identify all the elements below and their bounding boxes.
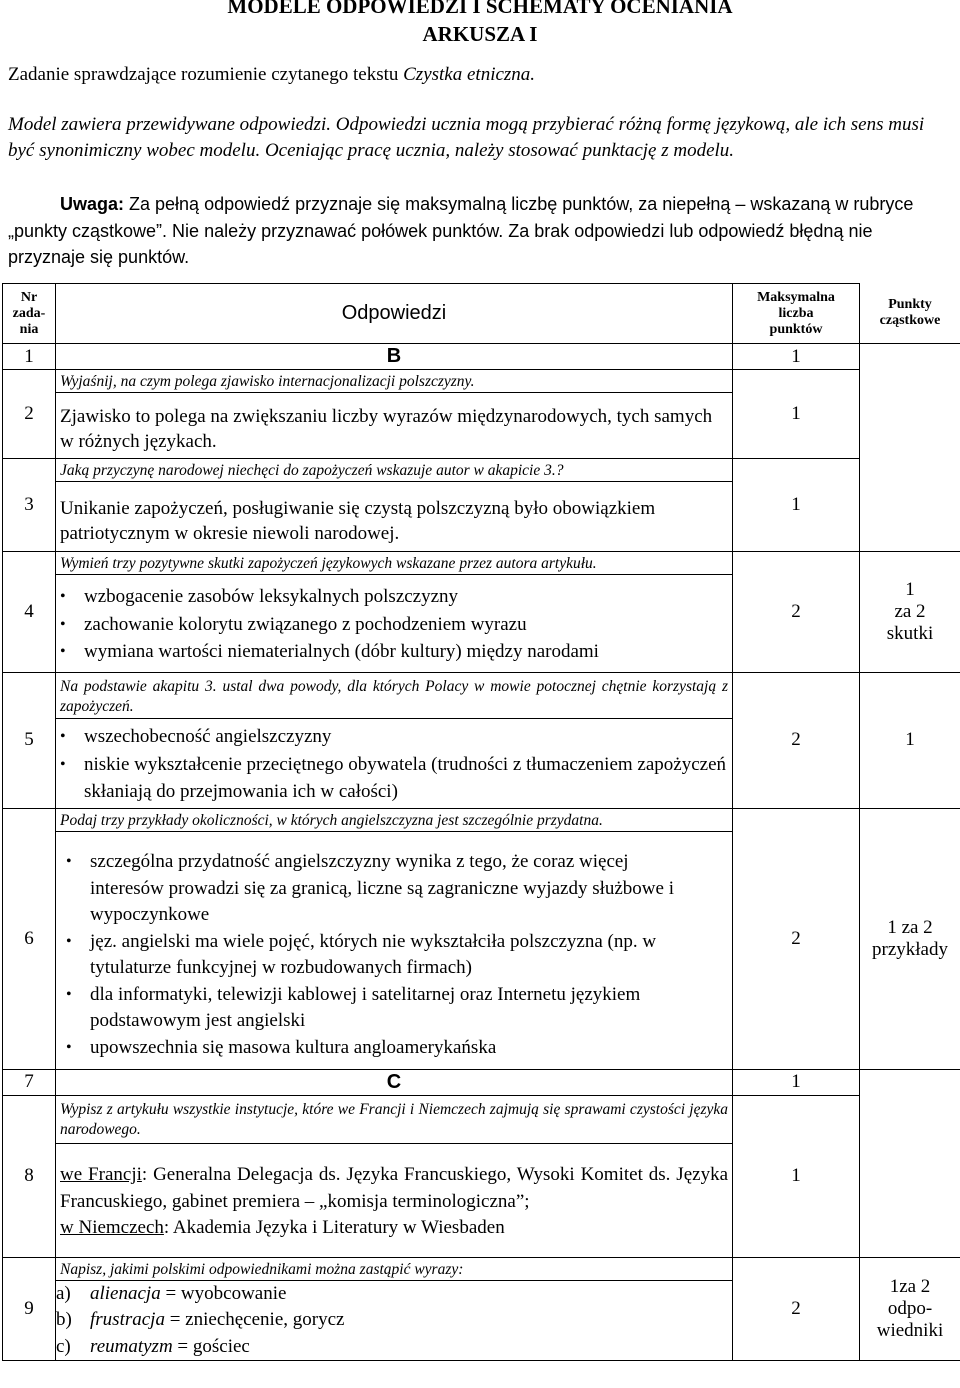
list-item: • jęz. angielski ma wiele pojęć, których nie wykształciła polszczyzna (np. w tytulaturze funkcyjnej w rozbudowanych firmach): [90, 929, 698, 982]
germany-text: : Akademia Języka i Literatury w Wiesbaden: [163, 1217, 505, 1239]
table-row: [3, 673, 960, 719]
partial-points: 1: [860, 673, 960, 809]
max-points: 2: [733, 1257, 860, 1361]
max-points: 2: [733, 808, 860, 1069]
scoring-note: [8, 191, 953, 271]
answer-list: [56, 831, 733, 1069]
list-item: • niskie wykształcenie przeciętnego obywatela (trudności z tłumaczeniem zapożyczeń skłaniają do przejmowania ich w całości): [84, 751, 726, 806]
question-text: Podaj trzy przykłady okoliczności, w których angielszczyzna jest szczególnie przydatna.: [56, 808, 733, 831]
list-item: • dla informatyki, telewizji kablowej i satelitarnej oraz Internetu językiem podstawowym jest angielski: [90, 982, 698, 1035]
question-text: Na podstawie akapitu 3. ustal dwa powody, dla których Polacy w mowie potocznej chętnie korzystają z zapożyczeń.: [56, 673, 733, 719]
max-points: 1: [733, 1069, 860, 1095]
answer-letter: C: [56, 1069, 733, 1095]
list-item: • wszechobecność angielszczyzny: [84, 723, 726, 751]
answer-text: Unikanie zapożyczeń, posługiwanie się czystą polszczyzną było obowiązkiem patriotycznym w okresie niewoli narodowej.: [56, 482, 733, 552]
table-row: [3, 344, 960, 370]
france-text: : Generalna Delegacja ds. Języka Francuskiego, Wysoki Komitet ds. Języka Francuskiego, gabinet premiera – „komisja terminologiczna”;: [60, 1164, 728, 1212]
task-description: [8, 62, 953, 88]
row-number: 1: [3, 344, 56, 370]
model-description: Model zawiera przewidywane odpowiedzi. Odpowiedzi ucznia mogą przybierać różną formę językową, ale ich sens musi być synonimiczny wobec modelu. Oceniając pracę ucznia, należy stosować punktację z modelu.: [8, 114, 925, 161]
answer-list: [56, 575, 733, 673]
list-item: c) reumatyzm = gościec: [56, 1335, 250, 1357]
row-number: 3: [3, 459, 56, 552]
document-title: MODELE ODPOWIEDZI I SCHEMATY OCENIANIA: [227, 0, 733, 18]
question-text: Wypisz z artykułu wszystkie instytucje, które we Francji i Niemczech zajmują się sprawami czystości języka narodowego.: [56, 1095, 733, 1143]
germany-label: w Niemczech: [60, 1217, 164, 1239]
table-row: [3, 808, 960, 831]
header-nr: Nr zada- nia: [3, 284, 56, 344]
table-row: [3, 459, 960, 482]
row-number: 9: [3, 1257, 56, 1361]
table-header-row: [3, 284, 960, 344]
list-item: • upowszechnia się masowa kultura angloamerykańska: [90, 1035, 698, 1062]
max-points: 2: [733, 673, 860, 809]
list-item: • wymiana wartości niematerialnych (dóbr kultury) między narodami: [84, 638, 732, 666]
header-partial-points: Punkty cząstkowe: [860, 284, 960, 344]
table-row: [3, 1069, 960, 1095]
answer-letter: B: [56, 344, 733, 370]
max-points: 1: [733, 344, 860, 370]
partial-points: 1 za 2 skutki: [860, 552, 960, 673]
table-row: [3, 552, 960, 575]
row-number: 8: [3, 1095, 56, 1257]
question-text: Napisz, jakimi polskimi odpowiednikami można zastąpić wyrazy:: [56, 1257, 733, 1280]
document-subtitle: ARKUSZA I: [422, 22, 538, 46]
answer-list: [56, 1280, 733, 1361]
list-item: • szczególna przydatność angielszczyzny wynika z tego, że coraz więcej interesów prowadzi się za granicą, liczne są zagraniczne wyjazdy służbowe i wypoczynkowe: [90, 849, 698, 929]
answer-list: [56, 719, 733, 809]
header-max-points: Maksymalna liczba punktów: [733, 284, 860, 344]
table-row: [3, 1257, 960, 1280]
row-number: 2: [3, 370, 56, 459]
row-number: 4: [3, 552, 56, 673]
max-points: 1: [733, 1095, 860, 1257]
row-number: 6: [3, 808, 56, 1069]
row-number: 5: [3, 673, 56, 809]
row-number: 7: [3, 1069, 56, 1095]
list-item: a) alienacja = wyobcowanie: [56, 1282, 287, 1304]
note-text: Za pełną odpowiedź przyznaje się maksymalną liczbę punktów, za niepełną – wskazaną w rubryce „punkty cząstkowe”. Nie należy przyznawać połówek punktów. Za brak odpowiedzi lub odpowiedź błędną nie przyznaje się punktów.: [8, 194, 914, 267]
task-title: Czystka etniczna.: [403, 64, 536, 85]
partial-points: 1za 2 odpo- wiedniki: [860, 1257, 960, 1361]
france-label: we Francji: [60, 1164, 142, 1186]
answer-text: [56, 1143, 733, 1257]
list-item: • wzbogacenie zasobów leksykalnych polszczyzny: [84, 583, 732, 611]
answer-text: Zjawisko to polega na zwiększaniu liczby wyrazów międzynarodowych, tych samych w różnych językach.: [56, 393, 733, 459]
question-text: Jaką przyczynę narodowej niechęci do zapożyczeń wskazuje autor w akapicie 3.?: [56, 459, 733, 482]
note-label: Uwaga:: [60, 194, 125, 214]
partial-points: [860, 344, 960, 370]
max-points: 2: [733, 552, 860, 673]
question-text: Wyjaśnij, na czym polega zjawisko internacjonalizacji polszczyzny.: [56, 370, 733, 393]
max-points: 1: [733, 459, 860, 552]
partial-points: 1 za 2 przykłady: [860, 808, 960, 1069]
list-item: b) frustracja = zniechęcenie, gorycz: [56, 1309, 345, 1330]
question-text: Wymień trzy pozytywne skutki zapożyczeń językowych wskazane przez autora artykułu.: [56, 552, 733, 575]
table-row: [3, 1095, 960, 1143]
table-row: [3, 370, 960, 393]
list-item: • zachowanie kolorytu związanego z pochodzeniem wyrazu: [84, 611, 732, 639]
header-answers: Odpowiedzi: [56, 284, 733, 344]
scoring-table: [2, 283, 960, 1361]
max-points: 1: [733, 370, 860, 459]
task-prefix: Zadanie sprawdzające rozumienie czytanego tekstu: [8, 64, 404, 85]
